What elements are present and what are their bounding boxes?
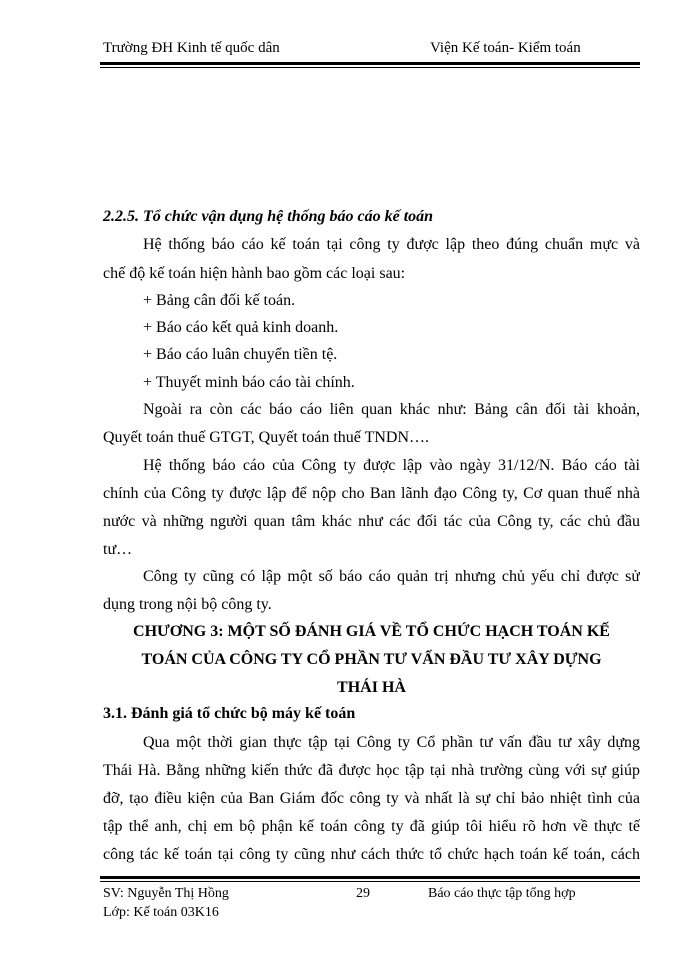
footer-page-number: 29: [356, 886, 370, 901]
paragraph-line: chế độ kế toán hiện hành bao gồm các loại sau:: [103, 265, 406, 282]
paragraph-line: đỡ, tạo điều kiện của Ban Giám đốc công ty và nhất là sự chỉ bảo nhiệt tình của: [103, 790, 640, 807]
paragraph-line: Công ty cũng có lập một số báo cáo quản trị nhưng chủ yếu chỉ được sử: [143, 568, 640, 585]
header-school: Trường ĐH Kinh tế quốc dân: [103, 40, 280, 56]
paragraph-line: tập thể anh, chị em bộ phận kế toán công ty đã giúp tôi hiểu rõ hơn về thực tế: [103, 818, 640, 835]
paragraph-line: tư…: [103, 541, 133, 558]
paragraph-line: Ngoài ra còn các báo cáo liên quan khác như: Bảng cân đối tài khoản,: [143, 401, 640, 418]
footer-class: Lớp: Kế toán 03K16: [103, 905, 219, 920]
paragraph-line: nước và những người quan tâm khác như các đối tác của Công ty, các chủ đầu: [103, 513, 640, 530]
bullet-item: + Báo cáo kết quả kinh doanh.: [143, 319, 339, 336]
bullet-item: + Bảng cân đối kế toán.: [143, 292, 296, 309]
paragraph-line: Qua một thời gian thực tập tại Công ty Cổ phần tư vấn đầu tư xây dựng: [143, 734, 640, 751]
paragraph-line: Hệ thống báo cáo của Công ty được lập vào ngày 31/12/N. Báo cáo tài: [143, 457, 640, 474]
paragraph-line: Quyết toán thuế GTGT, Quyết toán thuế TNDN….: [103, 429, 430, 446]
bullet-item: + Thuyết minh báo cáo tài chính.: [143, 374, 355, 391]
section-heading-2-2-5: 2.2.5. Tổ chức vận dụng hệ thống báo cáo kế toán: [103, 208, 434, 225]
paragraph-line: chính của Công ty được lập để nộp cho Ban lãnh đạo Công ty, Cơ quan thuế nhà: [103, 485, 640, 502]
paragraph-line: Hệ thống báo cáo kế toán tại công ty được lập theo đúng chuẩn mực và: [143, 236, 640, 253]
paragraph-line: công tác kế toán tại công ty cũng như cách thức tổ chức hạch toán kế toán, cách: [103, 846, 640, 863]
chapter-title-line: THÁI HÀ: [337, 679, 406, 696]
chapter-title-line: TOÁN CỦA CÔNG TY CỔ PHẦN TƯ VẤN ĐẦU TƯ XÂY DỰNG: [141, 651, 602, 668]
paragraph-line: Thái Hà. Bằng những kiến thức đã được học tập tại nhà trường cùng với sự giúp: [103, 762, 640, 779]
header-institute: Viện Kế toán- Kiểm toán: [430, 40, 581, 56]
footer-report-title: Báo cáo thực tập tổng hợp: [428, 886, 576, 901]
header-rule-thick: [100, 62, 640, 65]
footer-rule-thin: [100, 881, 640, 882]
footer-student: SV: Nguyễn Thị Hồng: [103, 886, 229, 901]
header-rule-thin: [100, 67, 640, 68]
footer-rule-thick: [100, 876, 640, 879]
chapter-title-line: CHƯƠNG 3: MỘT SỐ ĐÁNH GIÁ VỀ TỔ CHỨC HẠCH TOÁN KẾ: [133, 623, 610, 640]
section-heading-3-1: 3.1. Đánh giá tổ chức bộ máy kế toán: [103, 705, 356, 722]
paragraph-line: dụng trong nội bộ công ty.: [103, 596, 272, 613]
bullet-item: + Báo cáo luân chuyển tiền tệ.: [143, 346, 338, 363]
